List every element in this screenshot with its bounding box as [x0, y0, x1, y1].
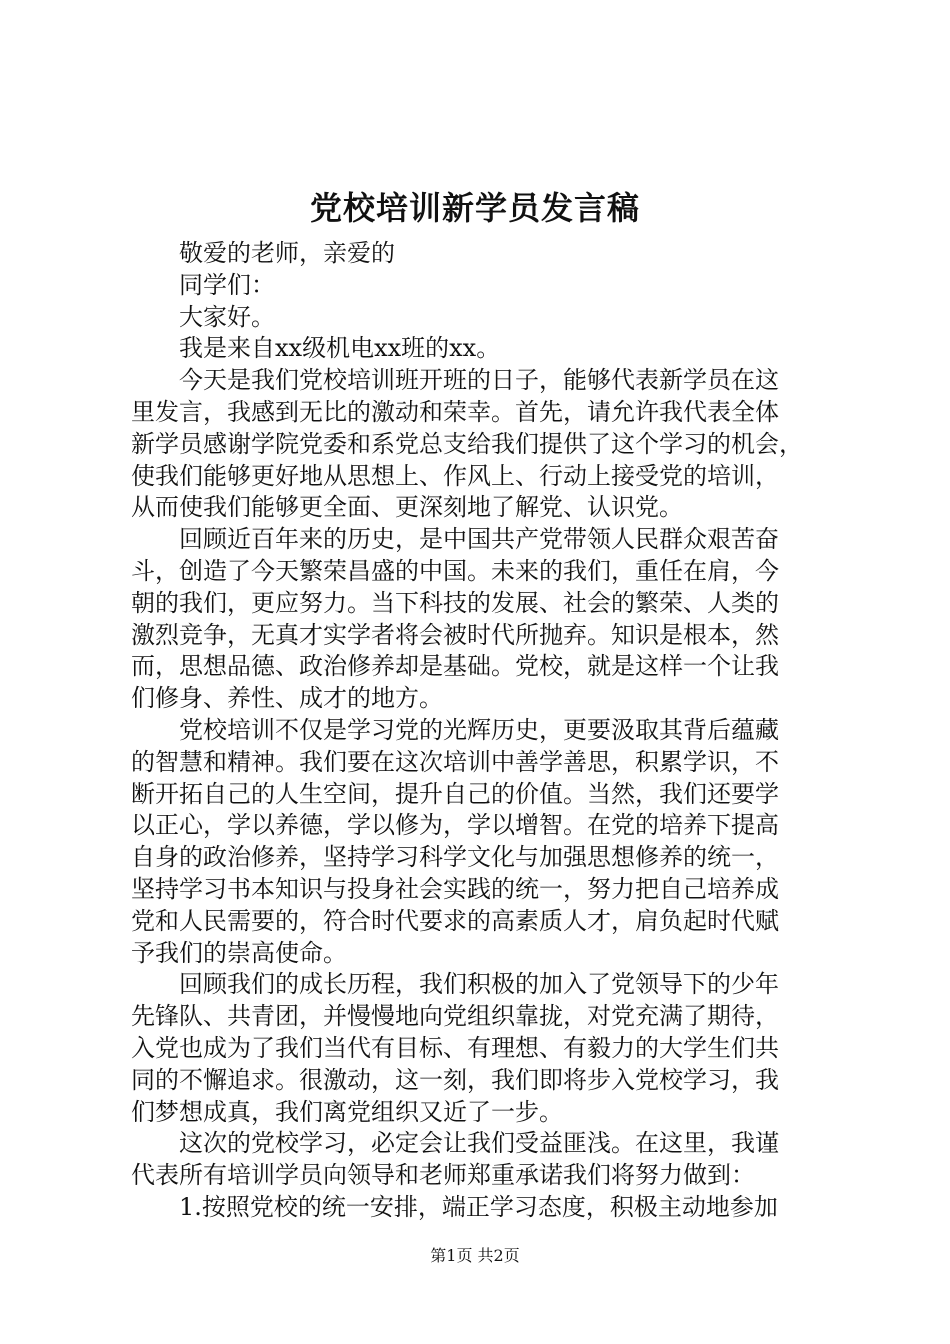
text-line: 以正心，学以养德，学以修为，学以增智。在党的培养下提高 [131, 811, 779, 840]
text-line: 回顾近百年来的历史，是中国共产党带领人民群众艰苦奋 [179, 525, 779, 554]
page-footer: 第1页 共2页 [430, 1246, 520, 1265]
document-body [131, 238, 831, 1224]
text-line: 们修身、养性、成才的地方。 [131, 684, 443, 713]
text-line: 党和人民需要的，符合时代要求的高素质人才，肩负起时代赋 [131, 906, 779, 935]
text-line: 1.按照党校的统一安排，端正学习态度，积极主动地参加 [179, 1192, 778, 1221]
text-line: 敬爱的老师，亲爱的 [179, 239, 395, 267]
text-line: 回顾我们的成长历程，我们积极的加入了党领导下的少年 [179, 970, 779, 999]
text-line: 的智慧和精神。我们要在这次培训中善学善思，积累学识，不 [131, 747, 779, 776]
text-line: 先锋队、共青团，并慢慢地向党组织靠拢，对党充满了期待， [131, 1002, 779, 1031]
document-title: 党校培训新学员发言稿 [309, 189, 640, 227]
text-line: 同的不懈追求。很激动，这一刻，我们即将步入党校学习，我 [131, 1065, 779, 1094]
text-line: 里发言，我感到无比的激动和荣幸。首先，请允许我代表全体 [131, 397, 779, 426]
text-line: 激烈竞争，无真才实学者将会被时代所抛弃。知识是根本，然 [131, 620, 779, 649]
text-line: 入党也成为了我们当代有目标、有理想、有毅力的大学生们共 [131, 1033, 779, 1062]
text-line: 我是来自xx级机电xx班的xx。 [179, 334, 501, 363]
text-line: 予我们的崇高使命。 [131, 938, 347, 967]
text-line: 斗，创造了今天繁荣昌盛的中国。未来的我们，重任在肩，今 [131, 556, 779, 585]
text-line: 自身的政治修养，坚持学习科学文化与加强思想修养的统一， [131, 843, 779, 872]
text-line: 使我们能够更好地从思想上、作风上、行动上接受党的培训， [131, 461, 779, 490]
text-line: 大家好。 [179, 302, 275, 331]
text-line: 而，思想品德、政治修养却是基础。党校，就是这样一个让我 [131, 652, 779, 681]
text-line: 代表所有培训学员向领导和老师郑重承诺我们将努力做到： [131, 1161, 755, 1190]
text-line: 朝的我们，更应努力。当下科技的发展、社会的繁荣、人类的 [131, 588, 779, 617]
text-line: 断开拓自己的人生空间，提升自己的价值。当然，我们还要学 [131, 779, 779, 808]
text-line: 这次的党校学习，必定会让我们受益匪浅。在这里，我谨 [179, 1129, 779, 1158]
text-line: 今天是我们党校培训班开班的日子，能够代表新学员在这 [179, 366, 779, 395]
text-line: 们梦想成真，我们离党组织又近了一步。 [131, 1097, 563, 1126]
text-line: 从而使我们能够更全面、更深刻地了解党、认识党。 [131, 493, 683, 522]
text-line: 同学们： [179, 270, 275, 299]
text-line: 党校培训不仅是学习党的光辉历史，更要汲取其背后蕴藏 [179, 715, 779, 744]
text-line: 坚持学习书本知识与投身社会实践的统一，努力把自己培养成 [131, 874, 779, 903]
text-line: 新学员感谢学院党委和系党总支给我们提供了这个学习的机会， [131, 429, 803, 458]
